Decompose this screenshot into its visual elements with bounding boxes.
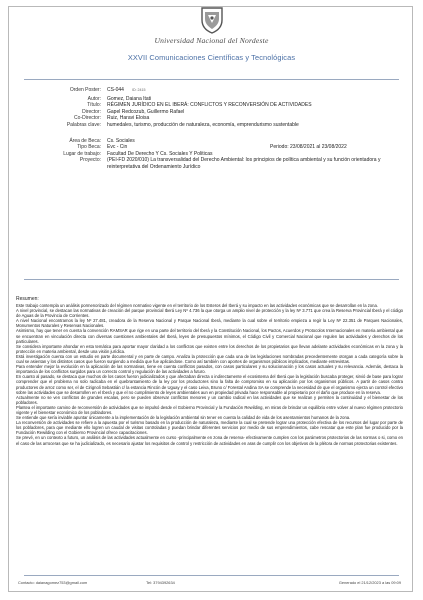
- meta-tipo-beca: Tipo Beca: Evc - Cin Periodo: 23/08/2021 al 23/08/2022: [77, 144, 347, 151]
- resumen-paragraph: A nivel provincial, se destacan las normativas de creación del parque provincial Iberá Ley Nº 4.736 la que otorga un amplio nivel de protección y la ley Nº 3.771 que crea la Reserva Provincial Iberá y el código de Aguas de la Provincia de Corrientes.: [16, 308, 403, 319]
- university-crest-icon: [199, 6, 225, 34]
- university-name: Universidad Nacional del Nordeste: [154, 36, 269, 45]
- meta-director: Director: Gapel Redcozub, Guillermo Rafael: [82, 108, 185, 115]
- resumen-paragraph: Se prevé, en un contexto a futuro, un análisis de las actividades actualmente en curso -principalmente en zona de reserva- efectivamente cumplen con los parámetros protectorios de las normas o si, como en el caso de las arroceras que se ha judicializado, es necesario ajustar los requisitos de control y restricción de actividades en aras de cumplir con los objetivos de la plétora de normas protectorias existentes.: [16, 435, 403, 446]
- meta-codirector: Co-Director: Ruiz, Haravi Eloisa: [74, 115, 150, 122]
- meta-lugar-trabajo: Lugar de trabajo: Facultad De Derecho Y Cs. Sociales Y Politicas: [63, 150, 213, 157]
- header-divider: [24, 79, 399, 80]
- meta-autor: Autor: Gomez, Daiana Itati: [87, 95, 152, 102]
- footer-phone: Tel: 3794392634: [146, 580, 175, 585]
- resumen-paragraph: Se considera importante ahondar en esta temática para aportar mayor claridad a los conflictos que existen entre los derechos de los propietarios que llevan adelante actividades económicas en la zona y la protección en materia ambiental, desde una visión jurídica.: [16, 343, 403, 354]
- resumen-paragraph: Asimismo, hay que tener en cuenta la convención RAMSAR que rige en una parte del territorio del Iberá y la Constitución Nacional, los Pactos, Acuerdos y Protocolos Internacionales en materia ambiental que se encuentran en vinculación directa con diversas cuestiones ambientales del Iberá, leyes de presupuestos mínimos, el Código Civil y Comercial Nacional que regulen las actividades y derechos de los particulares.: [16, 328, 403, 344]
- conference-title: XXVII Comunicaciones Científicas y Tecnológicas: [127, 53, 296, 62]
- resumen-paragraph: Plantea el importante camino de reconversión de actividades que se impulsó desde el Gobierno Provincial y la Fundación Rewilding, en miras de brindar un equilibrio entre volver al nuevo régimen protectorio vigente y el bienestar económico de los pobladores.: [16, 404, 403, 415]
- resumen-paragraph: Actualmente no se ven conflictos de grandes escalas, pero se pueden observar conflictos menores y un cambio radical en las actividades que se realizan y permiten la continuidad y el bienestar de los pobladores.: [16, 394, 403, 405]
- resumen-paragraph: En cuanto al pasado, se destaca que muchos de los casos fueron judicializados y que afectaban directa o indirectamente el ecosistema del Iberá que la legislación buscaba proteger, sirvió de base para lograr comprender que el problema no solo radicaba en el quebrantamiento de la ley por los productores sino la falta de compromiso en su aplicación por los organismos públicos. A partir de casos contra productores de arroz como ser, el de Cirignoli Sebastián c/ la estancia Rincón de Uguay y el caso Leiva, Bruno c/ Forestal Andina SA se comprende la necesidad de que el organismo ejerza un control efectivo sobre las actividades que se desarrollen en el Iberá y que el no cumplimiento de leyes ambientales aun en propiedad privada hace responsable al propietario por el daño que produce en la reserva.: [16, 374, 403, 395]
- resumen-paragraph: Está investigación cuenta con un estudio en parte documental y en parte de campo. Analiza la protección que cada una de las legislaciones nombradas precedentemente otorgan a cada categoría sobre la cual se asientan y los distintos casos que fueron surgiendo a medida que fue aplicándose. Como así también con aportes de organismos públicos implicados, mediante entrevistas.: [16, 353, 403, 365]
- meta-palabras-clave: Palabras clave: humedales, turismo, producción de naturaleza, economía, emprendurismo sustentable: [66, 121, 299, 128]
- footer-contact: Contacto: daianagomez753@gmail.com: [18, 580, 88, 585]
- meta-divider: [24, 279, 399, 280]
- metadata-block: [0, 87, 423, 171]
- resumen-paragraph: Este trabajo contempla un análisis pormenorizado del régimen normativo vigente en el territorio de los Esteros del Iberá y su impacto en las actividades económicas que se desarrollan en la zona.: [16, 303, 378, 308]
- header: [0, 6, 423, 62]
- footer-divider: [24, 575, 399, 576]
- meta-proyecto: Proyecto: (PEI-FD 2020/010) La transversalidad del Derecho Ambiental: los principios de política ambiental y su función orientadora y reinterpretativa del Ordenamiento Jurídico: [79, 157, 381, 170]
- resumen-paragraph: La reconversión de actividades se refiere a la apuesta por el turismo basado en la producción de naturaleza, mediante la cual se pretende lograr una protección efectiva de los recursos del lugar por parte de los pobladores, para que mediante ello logren un caudal de visitas controladas y puedan brindar diferentes servicios por medio de sus emprendimientos, cabe rescatar que este plan fue producido por la Fundación Rewilding con el Gobierno Provincial ofrece capacitaciones.: [16, 420, 403, 436]
- resumen-paragraph: Para entender mejor la evolución en la aplicación de las normativas, tiene en cuenta conflictos pasados, con casos particulares y su solucionación y los casos actuales y su relevancia. Además, destaca la importancia de los conflictos surgidos para un correcto control y regulación de las actividades a futuro.: [16, 364, 403, 375]
- meta-titulo: Título: RÉGIMEN JURÍDICO EN EL IBERÁ: CONFLICTOS Y RECONVERSIÓN DE ACTIVIDADES: [87, 102, 312, 109]
- resumen-label: Resumen:: [16, 296, 39, 302]
- meta-orden-poster: Orden Poster: CS-044 ID: 2415: [69, 87, 146, 93]
- resumen-paragraph: Se entiende que sería inviable apuntar únicamente a la implementación de la legislación ambiental sin tener en cuenta la calidad de vida de los asentamientos humanos de la zona.: [16, 415, 351, 421]
- resumen-body: [16, 303, 403, 446]
- meta-area-beca: Área de Beca: Cs. Sociales: [69, 137, 135, 144]
- footer-generated: Generado el 21/12/2023 a las 09:09: [338, 580, 401, 585]
- meta-periodo: Periodo: 23/08/2021 al 23/08/2022: [270, 144, 347, 151]
- resumen-paragraph: A nivel Nacional encontramos la ley Nº 27.481, creadora de la Reserva Nacional y Parque Nacional Iberá, mediante la cual sobre el territorio empieza a regir la Ley Nº 22.351 de Parques Nacionales, Monumentos Naturales y Reservas Nacionales.: [16, 318, 403, 329]
